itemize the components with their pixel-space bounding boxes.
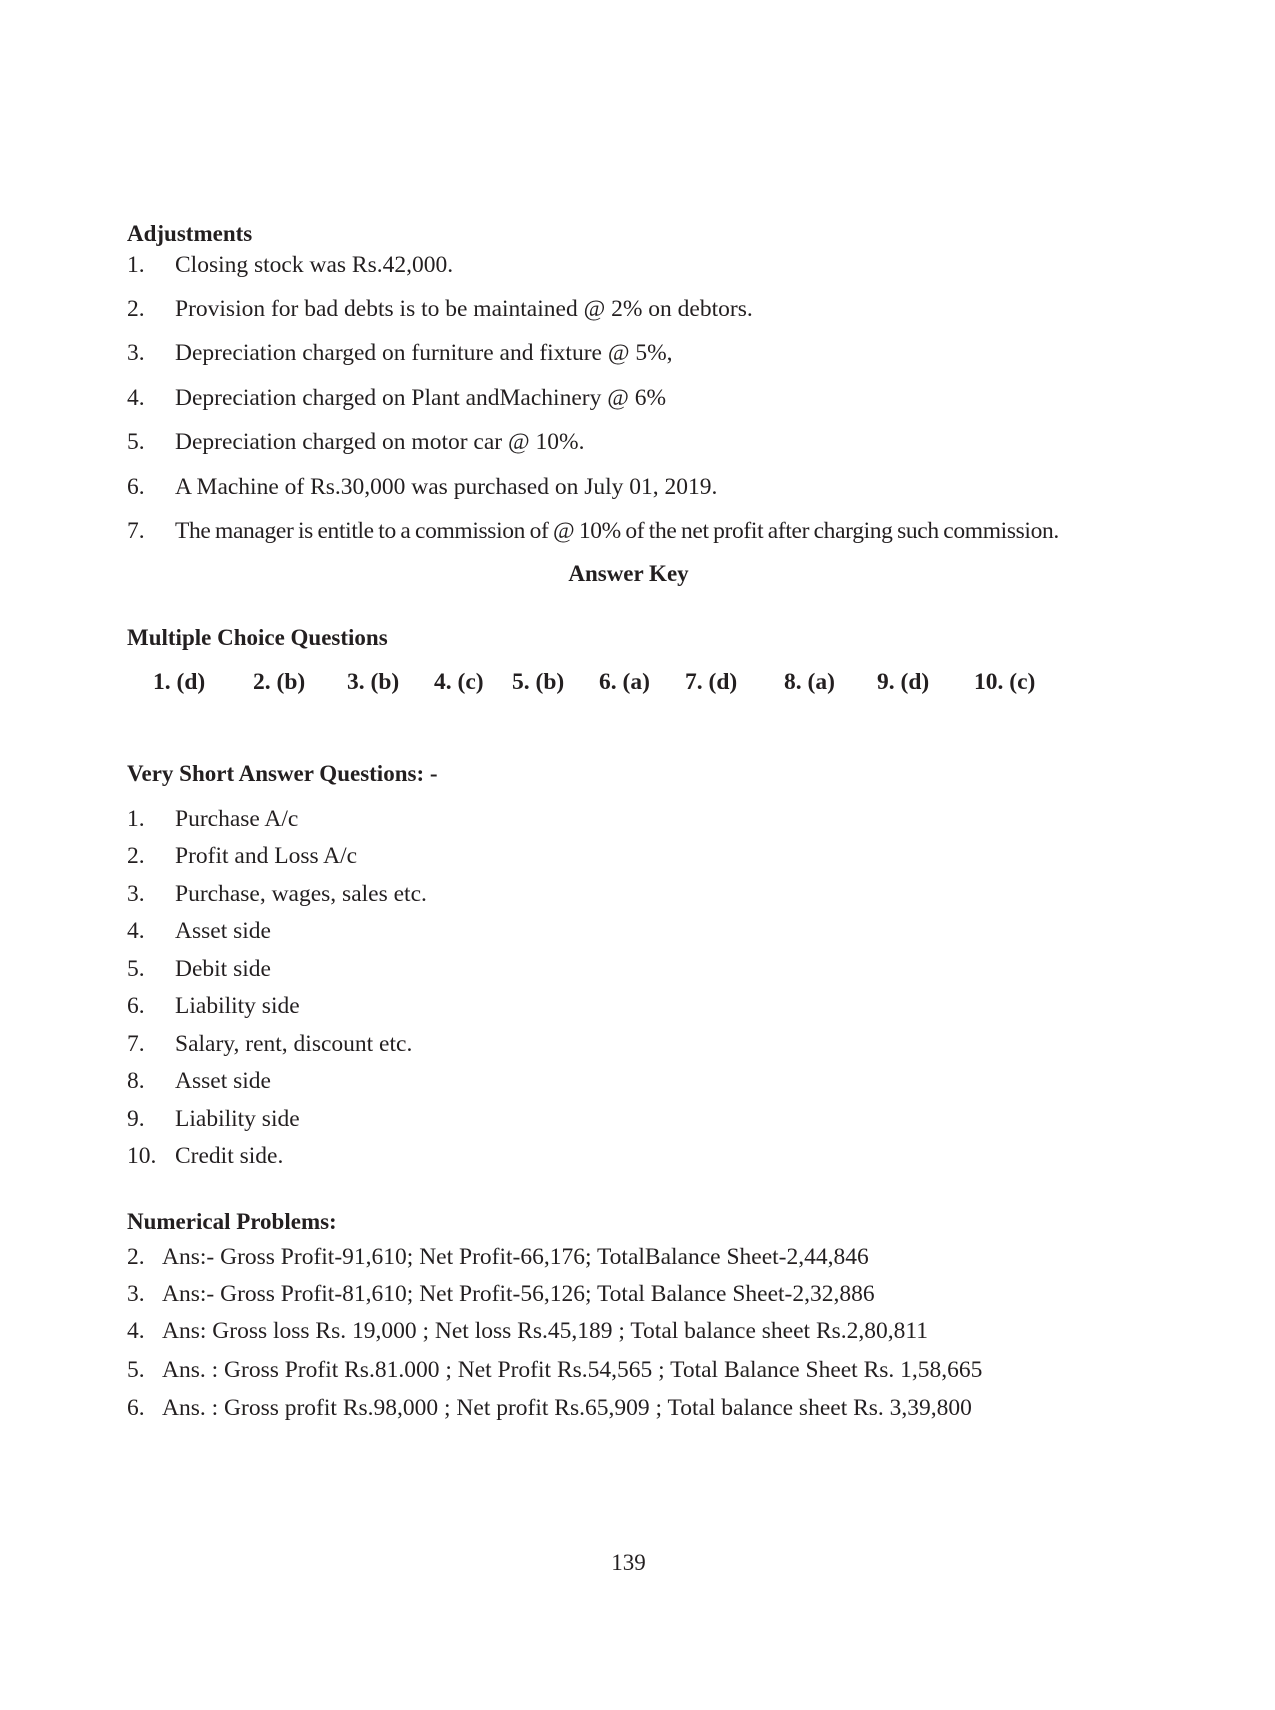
list-item bbox=[127, 993, 1157, 1023]
list-item-text: Depreciation charged on Plant andMachinery @ 6% bbox=[175, 385, 667, 411]
list-item-text: Asset side bbox=[175, 918, 271, 944]
list-item-text: Depreciation charged on furniture and fixture @ 5%, bbox=[175, 340, 673, 366]
answer-key-heading: Answer Key bbox=[568, 561, 689, 586]
list-item-text: Ans. : Gross Profit Rs.81.000 ; Net Profit Rs.54,565 ; Total Balance Sheet Rs. 1,58,665 bbox=[162, 1357, 983, 1383]
list-item-number: 6. bbox=[127, 474, 145, 500]
list-item-number: 6. bbox=[127, 993, 145, 1019]
list-item bbox=[127, 956, 1157, 986]
list-item-number: 4. bbox=[127, 1318, 145, 1344]
list-item-text: Credit side. bbox=[175, 1143, 284, 1169]
list-item-number: 3. bbox=[127, 340, 145, 366]
list-item-text: Ans:- Gross Profit-81,610; Net Profit-56,126; Total Balance Sheet-2,32,886 bbox=[162, 1281, 875, 1307]
list-item bbox=[127, 806, 1157, 836]
list-item-text: The manager is entitle to a commission of @ 10% of the net profit after charging such commission. bbox=[175, 518, 1059, 544]
mcq-answer: 10. (c) bbox=[974, 669, 1036, 695]
list-item bbox=[127, 385, 1157, 415]
list-item-text: Ans:- Gross Profit-91,610; Net Profit-66,176; TotalBalance Sheet-2,44,846 bbox=[162, 1244, 869, 1270]
mcq-answer: 3. (b) bbox=[347, 669, 400, 695]
list-item bbox=[127, 1143, 1157, 1173]
list-item-number: 5. bbox=[127, 1357, 145, 1383]
mcq-answer: 7. (d) bbox=[685, 669, 738, 695]
list-item-text: Asset side bbox=[175, 1068, 271, 1094]
page-number: 139 bbox=[611, 1550, 646, 1575]
list-item bbox=[127, 252, 1157, 282]
list-item-number: 4. bbox=[127, 918, 145, 944]
list-item-text: Purchase, wages, sales etc. bbox=[175, 881, 427, 907]
list-item bbox=[127, 429, 1157, 459]
mcq-answers bbox=[127, 669, 1157, 703]
list-item bbox=[127, 1106, 1157, 1136]
list-item-number: 2. bbox=[127, 296, 145, 322]
list-item bbox=[127, 881, 1157, 911]
list-item-number: 3. bbox=[127, 881, 145, 907]
numerical-heading: Numerical Problems: bbox=[127, 1209, 337, 1234]
list-item-text: Ans. : Gross profit Rs.98,000 ; Net profit Rs.65,909 ; Total balance sheet Rs. 3,39,800 bbox=[162, 1395, 972, 1421]
mcq-answer: 1. (d) bbox=[153, 669, 206, 695]
list-item bbox=[127, 1068, 1157, 1098]
list-item bbox=[127, 518, 1157, 548]
adjustments-heading: Adjustments bbox=[127, 221, 253, 246]
list-item-text: Debit side bbox=[175, 956, 271, 982]
mcq-answer: 4. (c) bbox=[434, 669, 484, 695]
list-item bbox=[127, 474, 1157, 504]
list-item-text: Depreciation charged on motor car @ 10%. bbox=[175, 429, 585, 455]
list-item bbox=[127, 296, 1157, 326]
list-item-number: 4. bbox=[127, 385, 145, 411]
list-item-text: Provision for bad debts is to be maintained @ 2% on debtors. bbox=[175, 296, 753, 322]
mcq-answer: 6. (a) bbox=[599, 669, 650, 695]
list-item bbox=[127, 918, 1157, 948]
list-item-number: 9. bbox=[127, 1106, 145, 1132]
list-item-number: 1. bbox=[127, 806, 145, 832]
vsaq-heading: Very Short Answer Questions: - bbox=[127, 761, 438, 786]
list-item-text: Ans: Gross loss Rs. 19,000 ; Net loss Rs.45,189 ; Total balance sheet Rs.2,80,811 bbox=[162, 1318, 929, 1344]
list-item-number: 10. bbox=[127, 1143, 157, 1169]
mcq-answer: 9. (d) bbox=[877, 669, 930, 695]
list-item-text: Purchase A/c bbox=[175, 806, 299, 832]
list-item bbox=[127, 843, 1157, 873]
list-item-text: Profit and Loss A/c bbox=[175, 843, 358, 869]
list-item bbox=[127, 1031, 1157, 1061]
list-item-number: 5. bbox=[127, 429, 145, 455]
vsaq-list bbox=[127, 806, 1157, 1176]
list-item-number: 5. bbox=[127, 956, 145, 982]
list-item-number: 6. bbox=[127, 1395, 145, 1421]
mcq-answer: 8. (a) bbox=[784, 669, 835, 695]
list-item-number: 7. bbox=[127, 518, 145, 544]
list-item-text: Liability side bbox=[175, 993, 300, 1019]
mcq-heading: Multiple Choice Questions bbox=[127, 625, 388, 650]
list-item-number: 7. bbox=[127, 1031, 145, 1057]
list-item-number: 3. bbox=[127, 1281, 145, 1307]
list-item-text: Closing stock was Rs.42,000. bbox=[175, 252, 454, 278]
mcq-answer: 5. (b) bbox=[512, 669, 565, 695]
list-item-number: 2. bbox=[127, 843, 145, 869]
list-item-number: 8. bbox=[127, 1068, 145, 1094]
list-item-text: Liability side bbox=[175, 1106, 300, 1132]
mcq-answer: 2. (b) bbox=[253, 669, 306, 695]
list-item-text: A Machine of Rs.30,000 was purchased on July 01, 2019. bbox=[175, 474, 718, 500]
list-item bbox=[127, 340, 1157, 370]
list-item-number: 1. bbox=[127, 252, 145, 278]
adjustments-list bbox=[127, 252, 1157, 552]
list-item-number: 2. bbox=[127, 1244, 145, 1270]
numerical-list bbox=[127, 1244, 1157, 1444]
list-item-text: Salary, rent, discount etc. bbox=[175, 1031, 413, 1057]
